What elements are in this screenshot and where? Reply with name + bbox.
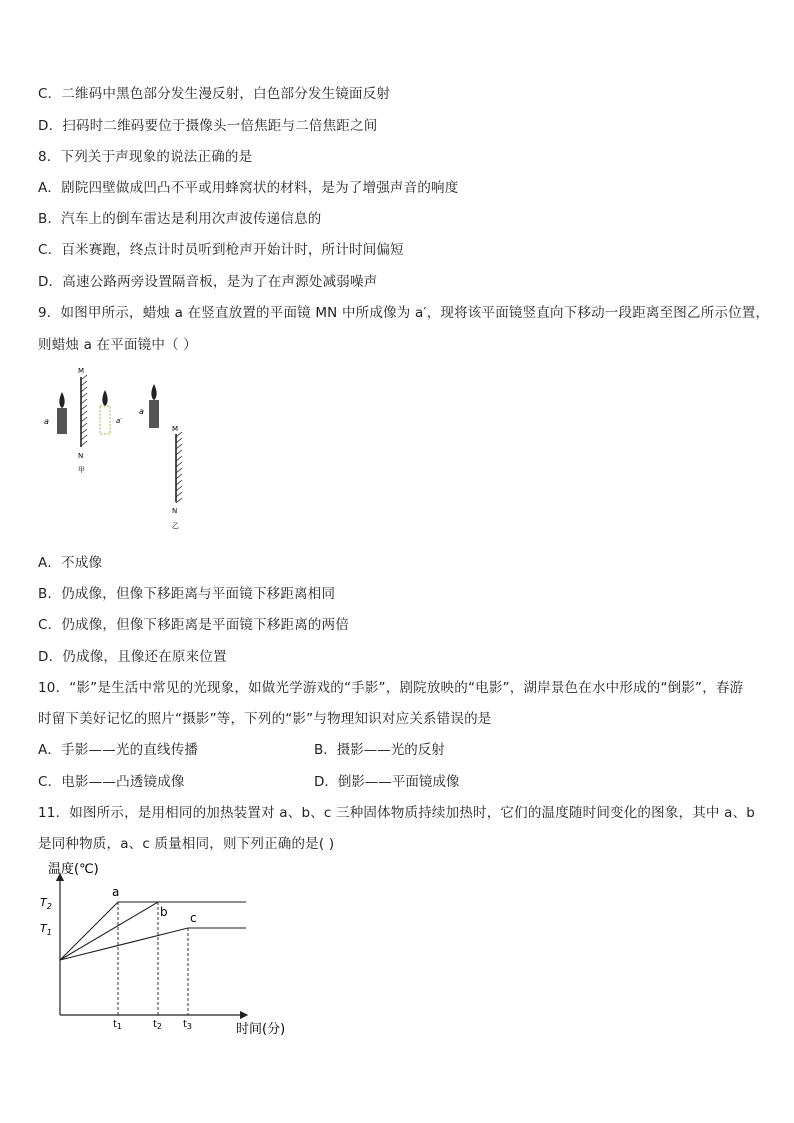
label-m-yi: M: [172, 425, 179, 433]
label-a-yi: a: [139, 407, 144, 416]
label-n-yi: N: [172, 507, 178, 515]
q11-stem-line2: 是同种物质，a、c 质量相同，则下列正确的是( ): [38, 836, 335, 852]
q10-option-d: D．倒影——平面镜成像: [314, 774, 460, 790]
q8-option-b: B．汽车上的倒车雷达是利用次声波传递信息的: [38, 211, 322, 227]
candle-a-yi: [149, 384, 159, 428]
y-tick-T1: $T_1$: [40, 922, 52, 937]
image-candle-jia: [100, 390, 110, 434]
q8-option-a: A．剧院四壁做成凹凸不平或用蜂窝状的材料，是为了增强声音的响度: [38, 180, 459, 196]
label-m-jia: M: [78, 367, 85, 375]
q10-stem-line1: 10．“影”是生活中常见的光现象，如做光学游戏的“手影”，剧院放映的“电影”，湖岸景色在水中形成的“倒影”，春游: [38, 680, 744, 696]
q8-option-c: C．百米赛跑，终点计时员听到枪声开始计时，所计时间偏短: [38, 242, 404, 258]
q7-option-c: C．二维码中黑色部分发生漫反射，白色部分发生镜面反射: [38, 86, 391, 102]
q11-temperature-chart: [36, 855, 306, 1040]
series-label-b: b: [160, 905, 168, 919]
q10-option-b: B．摄影——光的反射: [314, 742, 445, 758]
q9-stem-line1: 9．如图甲所示，蜡烛 a 在竖直放置的平面镜 MN 中所成像为 a′，现将该平面镜竖直向下移动一段距离至图乙所示位置，: [38, 305, 770, 321]
q8-option-d: D．高速公路两旁设置隔音板，是为了在声源处减弱噪声: [38, 274, 378, 290]
y-axis-label: 温度(℃): [48, 862, 99, 877]
label-n-jia: N: [78, 452, 84, 460]
series-line-a: [60, 902, 246, 960]
q7-option-d: D．扫码时二维码要位于摄像头一倍焦距与二倍焦距之间: [38, 118, 378, 134]
caption-jia: 甲: [78, 466, 85, 474]
x-axis-label: 时间(分): [236, 1022, 286, 1037]
x-tick-t1: $t_1$: [113, 1019, 123, 1031]
mirror-jia: [81, 375, 87, 447]
series-line-b: [60, 902, 246, 960]
y-tick-T2: $T_2$: [40, 896, 52, 911]
label-a-image: a′: [116, 417, 122, 425]
caption-yi: 乙: [172, 522, 179, 530]
series-label-c: c: [190, 911, 197, 925]
label-a-jia: a: [44, 417, 49, 426]
x-tick-t2: $t_2$: [153, 1019, 163, 1031]
q9-figure: [38, 362, 198, 532]
q10-option-a: A．手影——光的直线传播: [38, 742, 199, 758]
q9-stem-line2: 则蜡烛 a 在平面镜中（ ）: [38, 337, 197, 353]
candle-a-jia: [57, 392, 67, 434]
q9-option-d: D．仍成像，且像还在原来位置: [38, 649, 227, 665]
q9-option-c: C．仍成像，但像下移距离是平面镜下移距离的两倍: [38, 617, 350, 633]
series-label-a: a: [112, 885, 120, 899]
x-tick-t3: $t_3$: [183, 1019, 193, 1031]
q10-option-c: C．电影——凸透镜成像: [38, 774, 185, 790]
q8-stem: 8．下列关于声现象的说法正确的是: [38, 149, 253, 165]
mirror-yi: [176, 432, 182, 503]
q9-option-a: A．不成像: [38, 555, 103, 571]
q11-stem-line1: 11．如图所示，是用相同的加热装置对 a、b、c 三种固体物质持续加热时，它们的温度随时间变化的图象，其中 a、b: [38, 805, 756, 821]
q9-option-b: B．仍成像，但像下移距离与平面镜下移距离相同: [38, 586, 336, 602]
q10-stem-line2: 时留下美好记忆的照片“摄影”等，下列的“影”与物理知识对应关系错误的是: [38, 711, 492, 727]
